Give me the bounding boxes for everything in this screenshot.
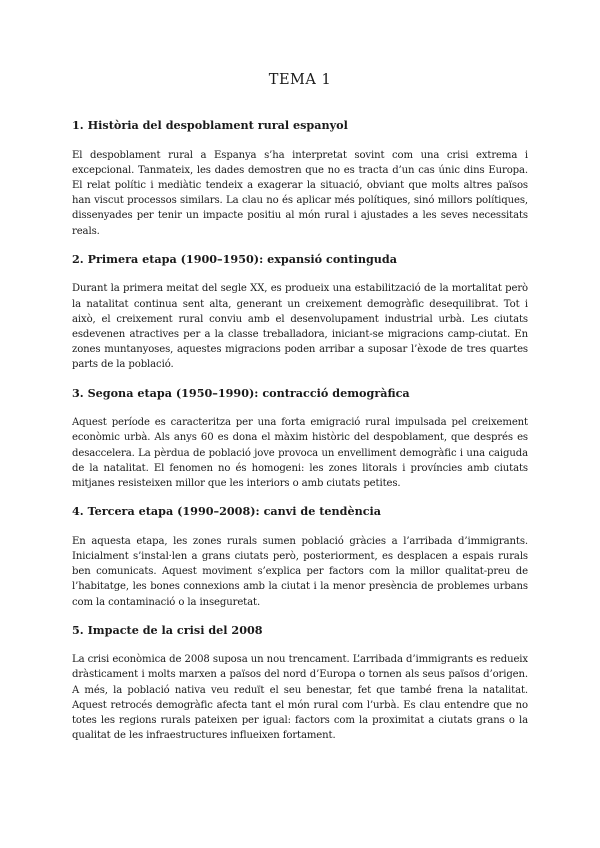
section-3 bbox=[72, 386, 528, 492]
section-1 bbox=[72, 118, 528, 239]
section-2 bbox=[72, 252, 528, 373]
section-paragraph: En aquesta etapa, les zones rurals sumen població gràcies a l’arribada d’immigrants. Inicialment s’instal·len a grans ciutats però, posteriorment, es desplacen a espais rurals ben comunicats. Aquest moviment s’explica per factors com la millor qualitat-preu de l’habitatge, les bones connexions amb la ciutat i la menor presència de problemes urbans com la contaminació o la inseguretat. bbox=[72, 535, 528, 608]
section-5 bbox=[72, 623, 528, 744]
document-title: TEMA 1 bbox=[268, 72, 332, 88]
section-heading: 4. Tercera etapa (1990–2008): canvi de tendència bbox=[72, 504, 382, 519]
section-4 bbox=[72, 504, 528, 610]
document-page bbox=[72, 72, 528, 757]
section-paragraph: El despoblament rural a Espanya s’ha interpretat sovint com una crisi extrema i excepcional. Tanmateix, les dades demostren que no es tracta d’un cas únic dins Europa. El relat polític i mediàtic tendeix a exagerar la situació, obviant que molts altres països han viscut processos similars. La clau no és aplicar més polítiques, sinó millors polítiques, dissenyades per tenir un impacte positiu al món rural i ajustades a les seves necessitats reals. bbox=[72, 149, 528, 237]
section-heading: 3. Segona etapa (1950–1990): contracció demogràfica bbox=[72, 385, 410, 400]
section-heading: 5. Impacte de la crisi del 2008 bbox=[72, 622, 263, 637]
section-heading: 2. Primera etapa (1900–1950): expansió continguda bbox=[72, 251, 397, 266]
section-paragraph: Aquest període es caracteritza per una forta emigració rural impulsada pel creixement econòmic urbà. Als anys 60 es dona el màxim històric del despoblament, que després es desaccelera. La pèrdua de població jove provoca un envelliment demogràfic i una caiguda de la natalitat. El fenomen no és homogeni: les zones litorals i províncies amb ciutats mitjanes resisteixen millor que les interiors o amb ciutats petites. bbox=[72, 417, 528, 489]
section-paragraph: Durant la primera meitat del segle XX, es produeix una estabilització de la mortalitat però la natalitat continua sent alta, generant un creixement demogràfic desequilibrat. Tot i això, el creixement rural conviu amb el desenvolupament industrial urbà. Les ciutats esdevenen atractives per a la classe treballadora, iniciant-se migracions camp-ciutat. En zones muntanyoses, aquestes migracions poden arribar a suposar l’èxode de tres quartes parts de la població. bbox=[72, 283, 528, 371]
section-heading: 1. Història del despoblament rural espanyol bbox=[72, 118, 348, 132]
section-paragraph: La crisi econòmica de 2008 suposa un nou trencament. L’arribada d’immigrants es redueix dràsticament i molts marxen a països del nord d’Europa o tornen als seus països d’origen. A més, la població nativa veu reduït el seu benestar, fet que també frena la natalitat. Aquest retrocés demogràfic afecta tant el món rural com l’urbà. Es clau entendre que no totes les regions rurals pateixen per igual: factors com la proximitat a ciutats grans o la qualitat de les infraestructures influeixen fortament. bbox=[72, 654, 528, 742]
